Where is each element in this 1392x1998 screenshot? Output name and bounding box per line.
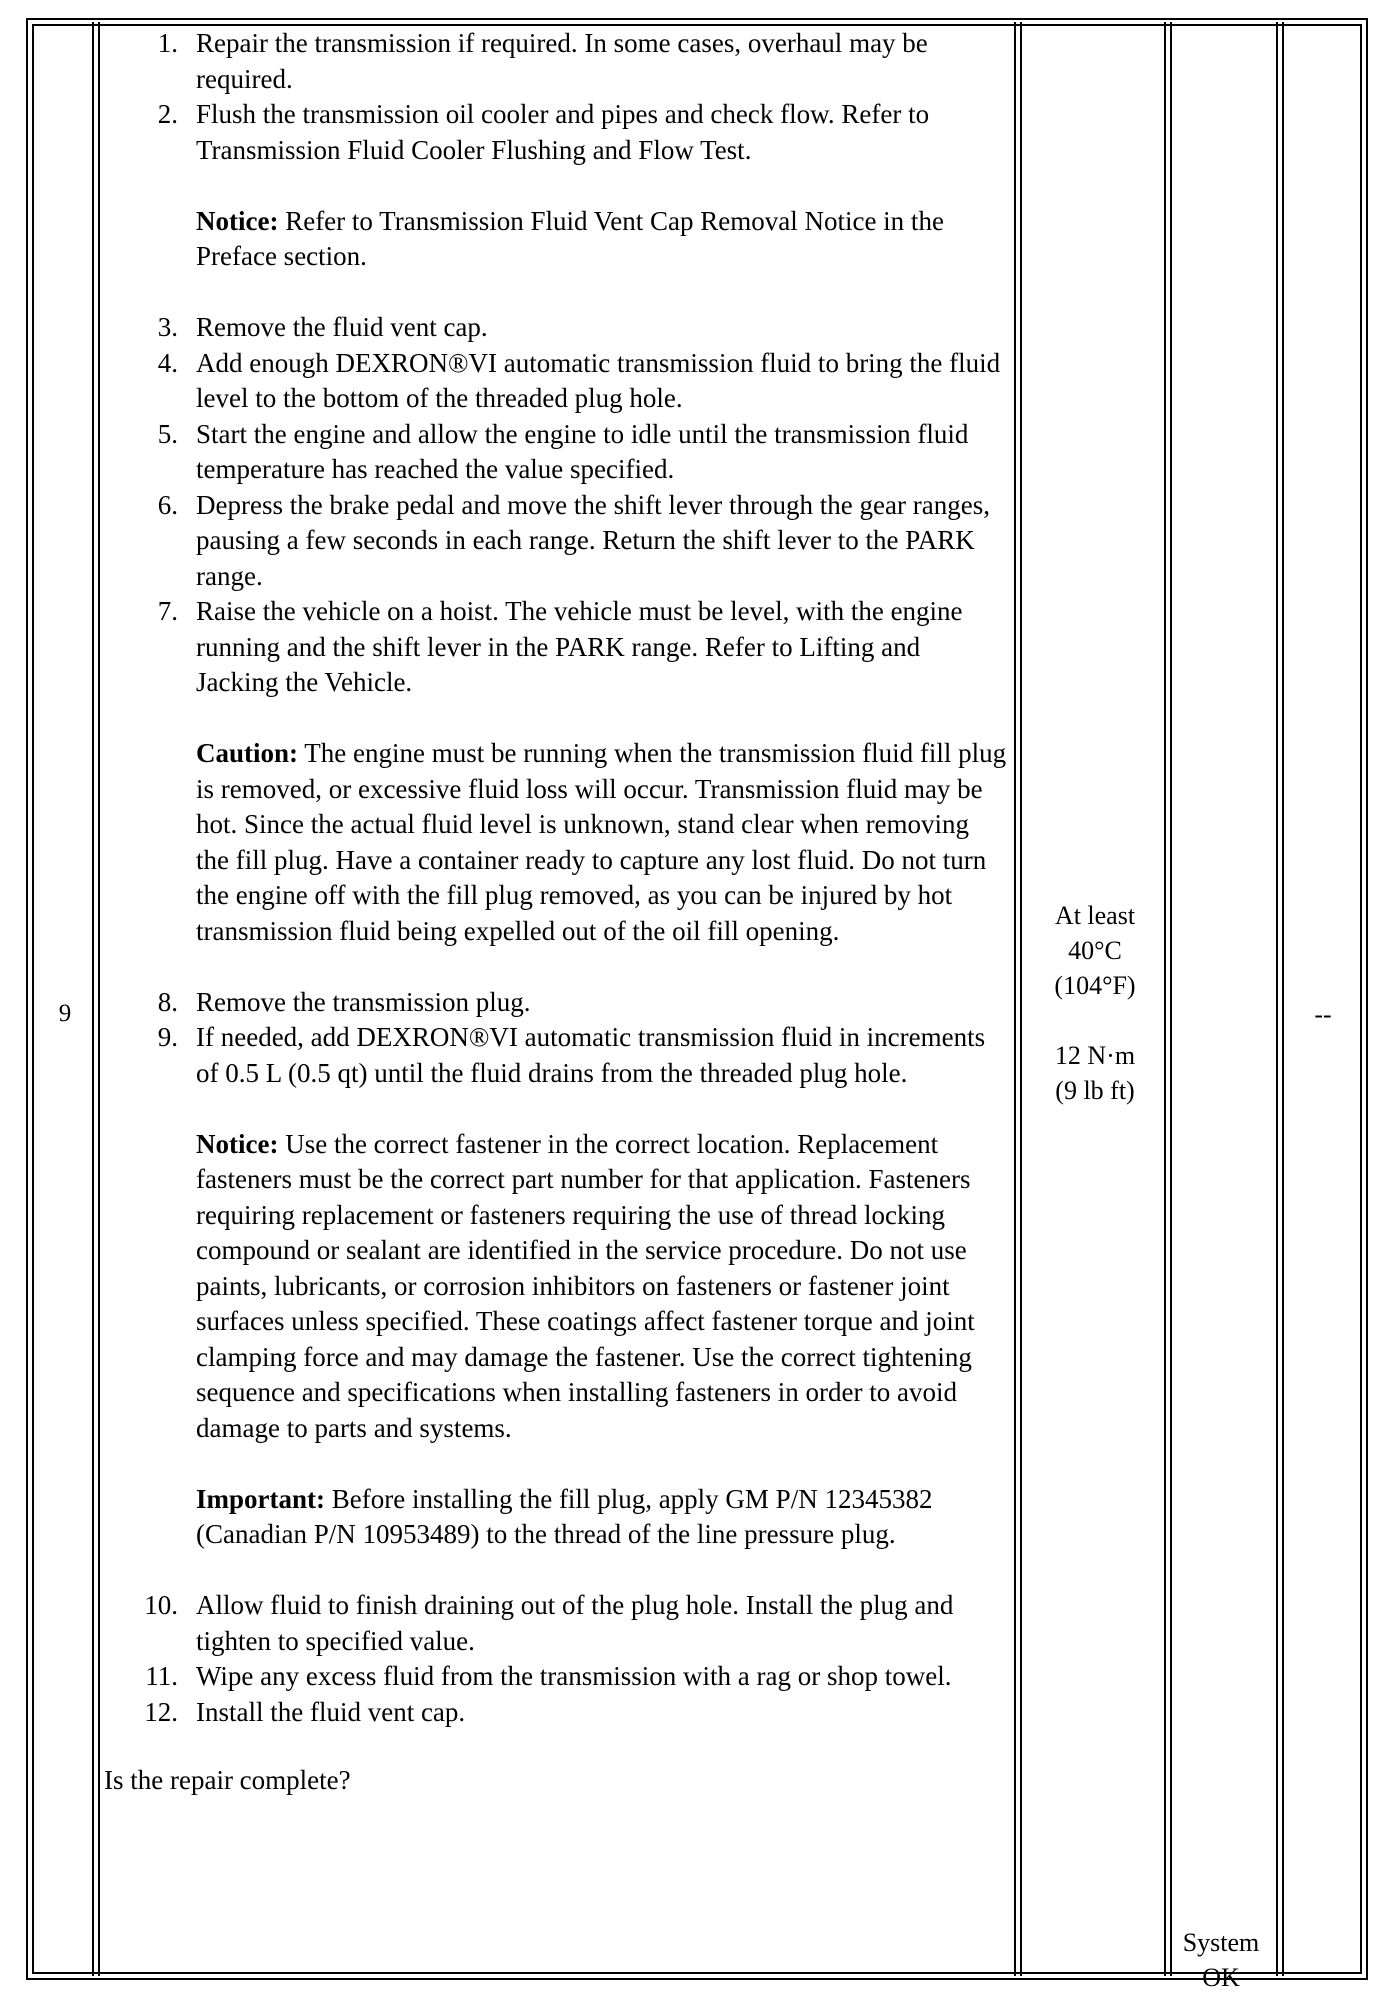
list-item: 5. Start the engine and allow the engine to idle until the transmission fluid temperature has reached the value specified.	[157, 418, 969, 484]
values-cell	[1030, 898, 1160, 1108]
important-note: Important: Before installing the fill plug, apply GM P/N 12345382 (Canadian P/N 10953489) to the thread of the line pressure plug.	[196, 1483, 933, 1549]
list-item: 9. If needed, add DEXRON®VI automatic transmission fluid in increments of 0.5 L (0.5 qt) until the fluid drains from the threaded plug hole.	[157, 1022, 986, 1088]
caution-note: Caution: The engine must be running when the transmission fluid fill plug is removed, or excessive fluid loss will occur. Transmission fluid may be hot. Since the actual fluid level is unknown, stand clear when removing the fill plug. Have a container ready to capture any lost fluid. Do not turn the engine off with the fill plug removed, as you can be injured by hot transmission fluid being expelled out of the oil fill opening.	[196, 738, 1007, 946]
value-line: 12 N·m	[1054, 1041, 1136, 1070]
column-divider	[1276, 22, 1278, 1976]
list-item: 4. Add enough DEXRON®VI automatic transmission fluid to bring the fluid level to the bottom of the threaded plug hole.	[157, 347, 1001, 413]
step-number: 9	[58, 1000, 72, 1027]
column-divider	[1170, 22, 1172, 1976]
steps-list-a	[104, 26, 1008, 168]
value-line: (104°F)	[1054, 971, 1136, 1000]
notice-fastener: Notice: Use the correct fastener in the correct location. Replacement fasteners must be the correct part number for that application. Fasteners requiring replacement or fasteners requiring the use of thread locking compound or sealant are identified in the service procedure. Do not use paints, lubricants, or corrosion inhibitors on fasteners or fastener joint surfaces unless specified. These coatings affect fastener torque and joint clamping force and may damage the fastener. Use the correct tightening sequence and specifications when installing fasteners in order to avoid damage to parts and systems.	[196, 1128, 975, 1443]
list-item: 3. Remove the fluid vent cap.	[157, 312, 488, 342]
steps-list-c	[104, 985, 1008, 1092]
question-text: Is the repair complete?	[104, 1765, 351, 1795]
yes-result-line: System	[1182, 1928, 1260, 1957]
list-item: 11. Wipe any excess fluid from the transmission with a rag or shop towel.	[145, 1661, 952, 1691]
list-item: 10. Allow fluid to finish draining out of the plug hole. Install the plug and tighten to specified value.	[144, 1590, 954, 1656]
list-item: 1. Repair the transmission if required. In some cases, overhaul may be required.	[157, 28, 928, 94]
value-line: 40°C	[1068, 936, 1122, 965]
list-item: 6. Depress the brake pedal and move the shift lever through the gear ranges, pausing a few seconds in each range. Return the shift lever to the PARK range.	[157, 489, 990, 591]
column-divider	[1164, 22, 1166, 1976]
list-item: 12. Install the fluid vent cap.	[144, 1696, 466, 1727]
steps-list-b	[104, 310, 1008, 701]
list-item: 7. Raise the vehicle on a hoist. The vehicle must be level, with the engine running and the shift lever in the PARK range. Refer to Lifting and Jacking the Vehicle.	[157, 596, 963, 697]
no-result-cell: --	[1314, 1000, 1332, 1029]
steps-list-d	[104, 1588, 1008, 1730]
action-cell	[104, 26, 1008, 1799]
value-line: (9 lb ft)	[1055, 1076, 1135, 1105]
column-divider	[1014, 22, 1016, 1976]
column-divider	[98, 22, 100, 1976]
yes-result-cell	[1168, 1925, 1274, 1995]
column-divider	[1020, 22, 1022, 1976]
list-item: 8. Remove the transmission plug.	[157, 986, 531, 1017]
notice-vent-cap: Notice: Refer to Transmission Fluid Vent Cap Removal Notice in the Preface section.	[196, 205, 944, 271]
column-divider	[92, 22, 94, 1976]
list-item: 2. Flush the transmission oil cooler and pipes and check flow. Refer to Transmission Fluid Cooler Flushing and Flow Test.	[157, 99, 930, 165]
yes-result-line: OK	[1202, 1963, 1240, 1992]
column-divider	[1282, 22, 1284, 1976]
value-line: At least	[1054, 901, 1136, 930]
